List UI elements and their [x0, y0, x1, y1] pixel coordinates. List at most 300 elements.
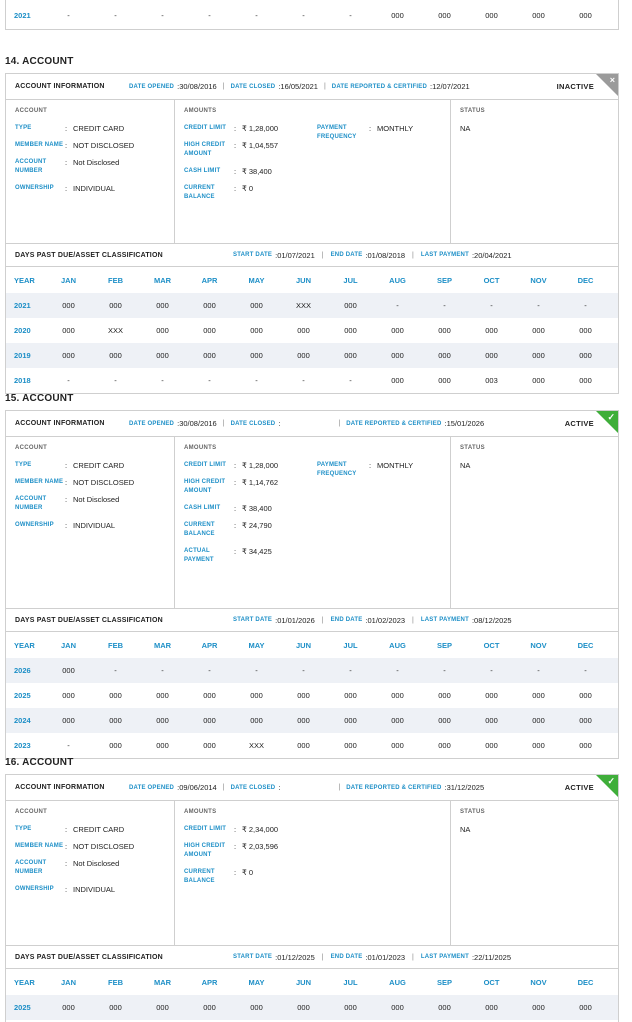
month-cell: 000 [62, 716, 75, 725]
month-cell: XXX [107, 326, 123, 335]
month-cell: 000 [579, 691, 592, 700]
continuation-table [5, 0, 619, 30]
month-cell: 000 [109, 716, 122, 725]
field-label: CURRENT BALANCE [184, 185, 215, 200]
month-cell: - [208, 376, 211, 385]
month-cell: 000 [391, 1003, 404, 1012]
date-opened-label: DATE OPENED [129, 784, 175, 791]
payment-frequency-row: PAYMENT FREQUENCY : MONTHLY [317, 124, 414, 140]
date-reported-label: DATE REPORTED & CERTIFIED [346, 784, 442, 791]
date-opened-value: 30/08/2016 [179, 419, 217, 428]
month-header: MAY [248, 977, 265, 987]
dpd-title: DAYS PAST DUE/ASSET CLASSIFICATION [15, 953, 163, 961]
month-cell: 000 [203, 741, 216, 750]
end-date-label: END DATE [330, 954, 363, 960]
table-row [6, 368, 618, 393]
dpd-table-header [6, 969, 618, 995]
field-value: ₹ 2,34,000 [242, 825, 279, 834]
year-cell: 2025 [14, 1003, 31, 1012]
field-value: CREDIT CARD [73, 124, 125, 133]
month-header: MAR [153, 275, 172, 285]
date-closed-label: DATE CLOSED [230, 83, 276, 90]
month-cell: 000 [485, 1003, 498, 1012]
month-cell: 000 [532, 691, 545, 700]
month-cell: 000 [344, 716, 357, 725]
date-opened-label: DATE OPENED [129, 83, 175, 90]
month-header: NOV [530, 275, 547, 285]
account-details [6, 437, 618, 609]
field-label: OWNERSHIP [15, 185, 54, 191]
month-cell: - [584, 301, 587, 310]
month-header: SEP [436, 977, 452, 987]
month-cell: 000 [532, 351, 545, 360]
month-cell: 000 [532, 376, 545, 385]
month-cell: 000 [485, 716, 498, 725]
field-value: MONTHLY [377, 461, 414, 470]
month-cell: 000 [344, 301, 357, 310]
month-cell: 000 [297, 716, 310, 725]
month-cell: 000 [579, 326, 592, 335]
month-cell: 000 [297, 326, 310, 335]
month-cell: 000 [579, 716, 592, 725]
month-header: JUL [343, 640, 358, 650]
field-label: CREDIT LIMIT [184, 826, 227, 832]
table-row [6, 658, 618, 683]
month-cell: 000 [485, 741, 498, 750]
field-value: Not Disclosed [73, 495, 120, 504]
month-cell: 000 [579, 741, 592, 750]
field-value: INDIVIDUAL [73, 184, 116, 193]
table-row [6, 318, 618, 343]
month-cell: 000 [250, 716, 263, 725]
account-section-title: 16. ACCOUNT [5, 757, 74, 768]
month-header: MAY [248, 275, 265, 285]
table-row [6, 995, 618, 1020]
field-value: CREDIT CARD [73, 461, 125, 470]
ownership-row: OWNERSHIP : INDIVIDUAL [15, 184, 116, 193]
field-label: CURRENT BALANCE [184, 522, 215, 537]
month-cell: 000 [203, 691, 216, 700]
field-value: ₹ 34,425 [242, 547, 272, 556]
account-card [5, 73, 619, 394]
month-cell: - [584, 666, 587, 675]
field-label: TYPE [15, 826, 32, 832]
status-value: NA [460, 461, 471, 470]
dpd-table [6, 267, 618, 393]
month-cell: - [349, 666, 352, 675]
start-date-label: START DATE [233, 954, 273, 960]
field-value: ₹ 0 [242, 868, 254, 877]
field-value: ₹ 2,03,596 [242, 842, 279, 851]
month-cell: 000 [579, 1003, 592, 1012]
month-header: NOV [530, 977, 547, 987]
account-number-row: ACCOUNT NUMBER : Not Disclosed [15, 495, 120, 511]
year-cell: 2026 [14, 666, 31, 675]
month-header: JAN [60, 640, 76, 650]
month-cell: 000 [579, 376, 592, 385]
account-column [6, 100, 175, 243]
month-header: JAN [60, 275, 76, 285]
ownership-row: OWNERSHIP : INDIVIDUAL [15, 521, 116, 530]
status-column [451, 437, 618, 608]
month-cell: 000 [156, 301, 169, 310]
field-value: Not Disclosed [73, 859, 120, 868]
cash-limit-row: CASH LIMIT : ₹ 38,400 [184, 167, 272, 176]
month-cell: - [302, 376, 305, 385]
current-balance-row: CURRENT BALANCE : ₹ 0 [184, 184, 254, 200]
end-date-label: END DATE [330, 617, 363, 623]
date-reported-label: DATE REPORTED & CERTIFIED [331, 83, 428, 90]
month-header: NOV [530, 640, 547, 650]
field-label: CURRENT BALANCE [184, 869, 215, 884]
current-balance-row: CURRENT BALANCE : ₹ 24,790 [184, 521, 272, 537]
month-cell: 003 [485, 376, 498, 385]
status-badge: ACTIVE [564, 419, 594, 428]
month-cell: 000 [109, 741, 122, 750]
start-date-value: 01/07/2021 [277, 250, 315, 260]
month-cell: 000 [297, 691, 310, 700]
month-cell: - [490, 666, 493, 675]
high-credit-row: HIGH CREDIT AMOUNT : ₹ 1,04,557 [184, 141, 279, 157]
year-cell: 2021 [14, 10, 31, 20]
type-row: TYPE : CREDIT CARD [15, 825, 125, 834]
month-cell: - [255, 666, 258, 675]
month-cell: 000 [438, 691, 451, 700]
month-cell: 000 [156, 741, 169, 750]
month-header: DEC [577, 640, 594, 650]
month-cell: - [490, 301, 493, 310]
account-card [5, 774, 619, 1022]
month-cell: 000 [250, 326, 263, 335]
month-cell: 000 [344, 691, 357, 700]
field-value: ₹ 1,04,557 [242, 141, 279, 150]
account-column-title: ACCOUNT [15, 108, 48, 114]
month-header: APR [201, 977, 218, 987]
account-column [6, 801, 175, 945]
field-value: ₹ 1,28,000 [242, 124, 279, 133]
field-label: ACCOUNT NUMBER [15, 860, 47, 875]
month-cell: 000 [438, 351, 451, 360]
account-info-header: ACCOUNT INFORMATION DATE OPENED : 30/08/2016 | DATE CLOSED : 16/05/2021 | DATE REPORTED & CERTIFIED : 12/07/2021 INACTIVE × [6, 74, 618, 100]
cash-limit-row: CASH LIMIT : ₹ 38,400 [184, 504, 272, 513]
month-cell: - [114, 10, 117, 20]
month-cell: 000 [203, 301, 216, 310]
field-label: CASH LIMIT [184, 505, 221, 511]
current-balance-row: CURRENT BALANCE : ₹ 0 [184, 868, 254, 884]
month-cell: 000 [62, 691, 75, 700]
last-payment-label: LAST PAYMENT [420, 954, 469, 960]
month-cell: 000 [391, 351, 404, 360]
account-info-title: ACCOUNT INFORMATION [15, 420, 105, 427]
credit-limit-row: CREDIT LIMIT : ₹ 1,28,000 [184, 461, 279, 470]
type-row: TYPE : CREDIT CARD [15, 124, 125, 133]
account-number-row: ACCOUNT NUMBER : Not Disclosed [15, 158, 120, 174]
dpd-table-header [6, 632, 618, 658]
status-value: NA [460, 124, 471, 133]
date-opened-label: DATE OPENED [129, 420, 175, 427]
field-label: TYPE [15, 462, 32, 468]
month-cell: 000 [297, 741, 310, 750]
field-value: ₹ 1,14,762 [242, 478, 279, 487]
month-cell: 000 [579, 351, 592, 360]
account-section-title: 14. ACCOUNT [5, 56, 74, 67]
month-cell: - [302, 666, 305, 675]
status-column-title: STATUS [460, 108, 485, 114]
month-cell: 000 [203, 716, 216, 725]
dpd-title: DAYS PAST DUE/ASSET CLASSIFICATION [15, 251, 163, 259]
month-cell: 000 [438, 716, 451, 725]
account-card [5, 410, 619, 759]
month-cell: 000 [156, 691, 169, 700]
credit-limit-row: CREDIT LIMIT : ₹ 1,28,000 [184, 124, 279, 133]
member-name-row: MEMBER NAME : NOT DISCLOSED [15, 141, 135, 150]
month-cell: 000 [485, 326, 498, 335]
month-header: DEC [577, 977, 594, 987]
end-date-value: 01/02/2023 [367, 615, 406, 625]
year-cell: 2025 [14, 691, 31, 700]
start-date-label: START DATE [233, 617, 273, 623]
date-opened-value: 30/08/2016 [179, 82, 217, 91]
month-cell: 000 [391, 716, 404, 725]
end-date-value: 01/08/2018 [367, 250, 406, 260]
account-section-title: 15. ACCOUNT [5, 393, 74, 404]
month-cell: 000 [297, 1003, 310, 1012]
month-cell: 000 [62, 326, 75, 335]
field-label: PAYMENT FREQUENCY [317, 462, 357, 477]
close-icon: × [609, 75, 615, 85]
field-label: CREDIT LIMIT [184, 125, 227, 131]
month-cell: 000 [203, 1003, 216, 1012]
month-cell: 000 [532, 326, 545, 335]
payment-frequency-row: PAYMENT FREQUENCY : MONTHLY [317, 461, 414, 477]
month-cell: 000 [344, 1003, 357, 1012]
high-credit-row: HIGH CREDIT AMOUNT : ₹ 2,03,596 [184, 842, 279, 858]
month-cell: - [161, 10, 164, 20]
month-cell: 000 [156, 351, 169, 360]
check-icon: ✓ [607, 776, 615, 786]
member-name-row: MEMBER NAME : NOT DISCLOSED [15, 842, 135, 851]
field-value: CREDIT CARD [73, 825, 125, 834]
month-cell: 000 [532, 716, 545, 725]
month-cell: 000 [109, 351, 122, 360]
status-badge: INACTIVE [556, 82, 594, 91]
table-row [6, 683, 618, 708]
month-cell: 000 [532, 10, 545, 20]
status-badge: ACTIVE [564, 783, 594, 792]
account-info-title: ACCOUNT INFORMATION [15, 784, 105, 791]
dpd-title: DAYS PAST DUE/ASSET CLASSIFICATION [15, 616, 163, 624]
month-cell: 000 [485, 351, 498, 360]
field-value: ₹ 38,400 [242, 167, 272, 176]
month-cell: 000 [391, 741, 404, 750]
field-value: INDIVIDUAL [73, 885, 116, 894]
date-reported-value: 15/01/2026 [446, 419, 485, 428]
month-header: JUL [343, 275, 358, 285]
amounts-column-title: AMOUNTS [184, 445, 217, 451]
month-header: JUN [295, 640, 311, 650]
month-cell: - [67, 10, 70, 20]
actual-payment-row: ACTUAL PAYMENT : ₹ 34,425 [184, 547, 272, 563]
month-header: MAR [153, 977, 172, 987]
credit-limit-row: CREDIT LIMIT : ₹ 2,34,000 [184, 825, 279, 834]
month-cell: - [67, 376, 70, 385]
month-cell: 000 [391, 326, 404, 335]
field-value: ₹ 24,790 [242, 521, 272, 530]
field-value: INDIVIDUAL [73, 521, 116, 530]
field-value: ₹ 38,400 [242, 504, 272, 513]
year-cell: 2019 [14, 351, 31, 360]
month-cell: - [349, 376, 352, 385]
account-column-title: ACCOUNT [15, 809, 48, 815]
month-cell: 000 [156, 1003, 169, 1012]
month-cell: - [537, 666, 540, 675]
month-cell: 000 [532, 741, 545, 750]
account-details [6, 801, 618, 946]
month-cell: 000 [485, 10, 498, 20]
month-cell: - [349, 10, 352, 20]
field-label: MEMBER NAME [15, 479, 64, 485]
month-cell: - [396, 666, 399, 675]
year-header: YEAR [14, 977, 35, 987]
month-cell: 000 [391, 10, 404, 20]
month-cell: - [161, 376, 164, 385]
type-row: TYPE : CREDIT CARD [15, 461, 125, 470]
account-info-header: ACCOUNT INFORMATION DATE OPENED : 09/06/2014 | DATE CLOSED : | DATE REPORTED & CERTIFIED : 31/12/2025 ACTIVE ✓ [6, 775, 618, 801]
field-value: NOT DISCLOSED [73, 478, 135, 487]
high-credit-row: HIGH CREDIT AMOUNT : ₹ 1,14,762 [184, 478, 279, 494]
month-cell: 000 [297, 351, 310, 360]
month-cell: 000 [250, 301, 263, 310]
month-cell: 000 [250, 691, 263, 700]
field-value: Not Disclosed [73, 158, 120, 167]
month-cell: 000 [250, 1003, 263, 1012]
month-cell: 000 [438, 376, 451, 385]
month-header: FEB [108, 977, 123, 987]
month-cell: 000 [438, 741, 451, 750]
month-cell: 000 [391, 691, 404, 700]
month-cell: 000 [438, 10, 451, 20]
field-label: MEMBER NAME [15, 843, 64, 849]
account-details [6, 100, 618, 244]
month-cell: 000 [203, 351, 216, 360]
month-cell: - [114, 376, 117, 385]
month-cell: 000 [344, 351, 357, 360]
field-label: ACCOUNT NUMBER [15, 496, 47, 511]
month-cell: 000 [109, 691, 122, 700]
field-label: HIGH CREDIT AMOUNT [184, 479, 226, 494]
month-cell: - [67, 741, 70, 750]
month-header: OCT [483, 640, 500, 650]
month-cell: 000 [109, 1003, 122, 1012]
last-payment-value: 22/11/2025 [474, 952, 512, 962]
last-payment-label: LAST PAYMENT [420, 617, 469, 623]
amounts-column-title: AMOUNTS [184, 809, 217, 815]
month-header: AUG [389, 977, 406, 987]
status-column-title: STATUS [460, 809, 485, 815]
status-value: NA [460, 825, 471, 834]
month-header: SEP [436, 275, 452, 285]
month-cell: XXX [295, 301, 311, 310]
last-payment-value: 20/04/2021 [474, 250, 512, 260]
dpd-header: DAYS PAST DUE/ASSET CLASSIFICATION START DATE : 01/12/2025 | END DATE : 01/01/2023 | LAST PAYMENT : 22/11/2025 [6, 946, 618, 969]
field-label: TYPE [15, 125, 32, 131]
amounts-column [175, 100, 451, 243]
dpd-table [6, 969, 618, 1020]
month-cell: 000 [579, 10, 592, 20]
last-payment-label: LAST PAYMENT [420, 252, 469, 258]
year-cell: 2023 [14, 741, 31, 750]
field-label: ACTUAL PAYMENT [184, 548, 214, 563]
month-header: MAR [153, 640, 172, 650]
month-header: FEB [108, 275, 123, 285]
account-info-title: ACCOUNT INFORMATION [15, 83, 105, 90]
month-cell: - [208, 10, 211, 20]
date-closed-value: 16/05/2021 [280, 82, 318, 91]
month-header: OCT [483, 275, 500, 285]
year-cell: 2020 [14, 326, 31, 335]
month-cell: 000 [156, 716, 169, 725]
month-cell: 000 [62, 351, 75, 360]
end-date-value: 01/01/2023 [367, 952, 406, 962]
month-cell: - [396, 301, 399, 310]
field-label: HIGH CREDIT AMOUNT [184, 142, 226, 157]
month-cell: 000 [62, 1003, 75, 1012]
amounts-column-title: AMOUNTS [184, 108, 217, 114]
field-label: OWNERSHIP [15, 886, 54, 892]
date-reported-value: 12/07/2021 [432, 82, 470, 91]
year-cell: 2021 [14, 301, 31, 310]
date-closed-label: DATE CLOSED [230, 784, 276, 791]
status-column [451, 801, 618, 945]
year-header: YEAR [14, 275, 35, 285]
start-date-value: 01/01/2026 [277, 615, 315, 625]
status-column [451, 100, 618, 243]
month-header: OCT [483, 977, 500, 987]
dpd-header: DAYS PAST DUE/ASSET CLASSIFICATION START DATE : 01/01/2026 | END DATE : 01/02/2023 | LAST PAYMENT : 08/12/2025 [6, 609, 618, 632]
month-cell: 000 [344, 326, 357, 335]
table-row [6, 0, 618, 30]
field-value: NOT DISCLOSED [73, 141, 135, 150]
ownership-row: OWNERSHIP : INDIVIDUAL [15, 885, 116, 894]
month-cell: 000 [62, 301, 75, 310]
account-column [6, 437, 175, 608]
month-header: SEP [436, 640, 452, 650]
month-cell: - [161, 666, 164, 675]
start-date-value: 01/12/2025 [277, 952, 315, 962]
last-payment-value: 08/12/2025 [474, 615, 512, 625]
month-header: JUN [295, 275, 311, 285]
field-label: CREDIT LIMIT [184, 462, 227, 468]
table-row [6, 343, 618, 368]
month-header: APR [201, 275, 218, 285]
field-value: ₹ 0 [242, 184, 254, 193]
field-label: PAYMENT FREQUENCY [317, 125, 357, 140]
field-label: MEMBER NAME [15, 142, 64, 148]
month-cell: 000 [250, 351, 263, 360]
month-cell: - [302, 10, 305, 20]
table-row [6, 708, 618, 733]
year-header: YEAR [14, 640, 35, 650]
month-cell: - [255, 376, 258, 385]
month-cell: 000 [391, 376, 404, 385]
month-cell: - [255, 10, 258, 20]
date-closed-label: DATE CLOSED [230, 420, 276, 427]
month-cell: XXX [248, 741, 264, 750]
field-value: ₹ 1,28,000 [242, 461, 279, 470]
month-header: FEB [108, 640, 123, 650]
month-header: JUL [343, 977, 358, 987]
check-icon: ✓ [607, 412, 615, 422]
